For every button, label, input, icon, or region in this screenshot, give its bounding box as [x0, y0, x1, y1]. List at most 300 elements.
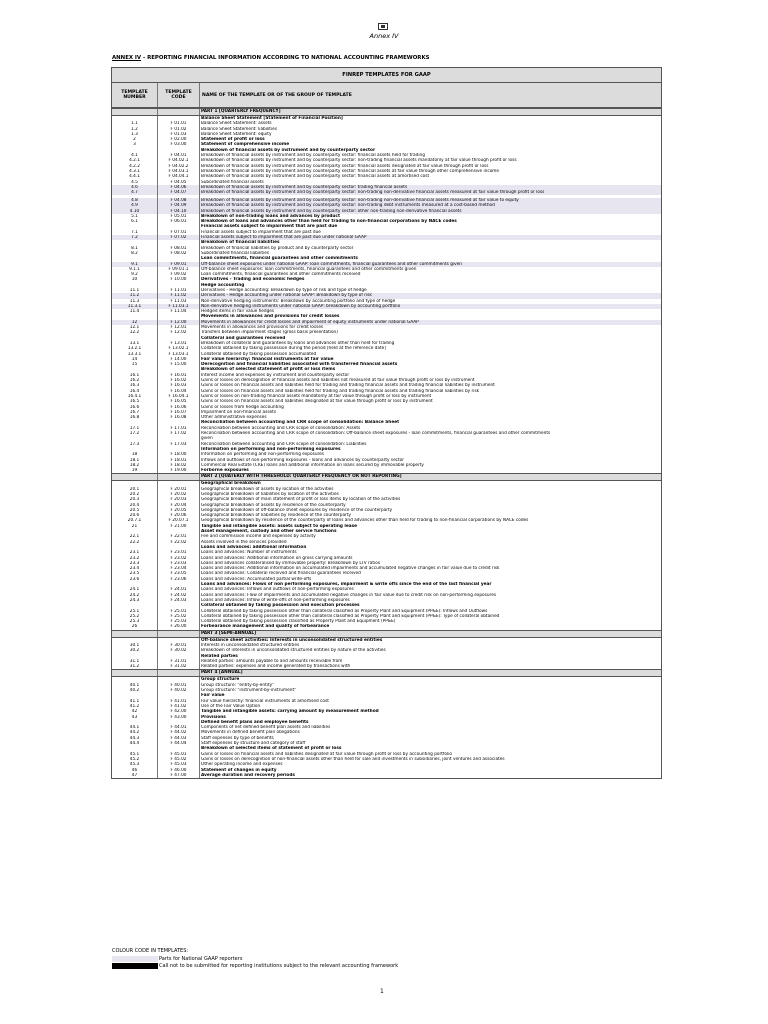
template-name: Geographical breakdown of off-balance sheet exposures by residence of the counterparty — [201, 507, 393, 513]
template-name: Tangible and intangible assets: assets subject to operating lease — [201, 523, 358, 529]
template-code: F 05.01 — [158, 214, 200, 219]
template-number: 9.1.1 — [112, 267, 158, 272]
template-number: 44.3 — [112, 736, 158, 741]
template-name: Inflows and outflows of non-performing exposures - loans and advances by counterparty sector — [201, 457, 405, 463]
template-code: F 31.02 — [158, 664, 200, 669]
template-name: Geographical breakdown of assets by residence of the counterparty — [201, 502, 346, 508]
template-name: Fair value hierarchy: financial instruments at amortised cost — [201, 698, 329, 704]
template-name: Staff expenses by type of benefits — [201, 735, 274, 741]
template-number: 40.1 — [112, 683, 158, 688]
template-code: F 15.00 — [158, 362, 200, 367]
template-name: Breakdown of financial assets by instrument and by counterparty sector: non-trading debt instruments measured at a cost-based method — [201, 203, 495, 209]
template-code: F 20.07.1 — [158, 518, 200, 523]
template-name: Statement of profit or loss — [201, 137, 265, 143]
template-name: Group structure: "entity-by-entity" — [201, 682, 275, 688]
template-name: Breakdown of financial liabilities by product and by counterparty sector — [201, 245, 354, 251]
annex-label: Annex IV — [369, 32, 399, 40]
template-code — [158, 631, 200, 637]
template-code: F 23.02 — [158, 556, 200, 561]
template-code: F 14.00 — [158, 357, 200, 362]
template-code: F 04.01 — [158, 153, 200, 158]
part-header-row — [112, 108, 661, 116]
template-code: F 16.07 — [158, 410, 200, 415]
template-name: Movements in allowances and provisions for credit losses — [201, 314, 340, 320]
template-name: Movements in allowances for credit losses and impairment of equity instruments under national GAAP — [201, 319, 419, 325]
template-code: F 44.04 — [158, 741, 200, 746]
table-row — [112, 468, 661, 473]
page-number: 1 — [380, 988, 384, 995]
template-name: Group structure — [201, 677, 240, 683]
template-code: F 43.00 — [158, 715, 200, 720]
template-name: Breakdown of financial assets by instrument and by counterparty sector: trading financial assets — [201, 184, 408, 190]
template-number: 41.2 — [112, 704, 158, 709]
template-code: F 01.03 — [158, 132, 200, 137]
template-name: Non-derivative hedging instruments under national GAAP: breakdown by accounting portfolio — [201, 303, 401, 309]
template-number — [112, 631, 158, 637]
template-number: 10 — [112, 277, 158, 282]
template-name: Derecognition and financial liabilities associated with transferred financial assets — [201, 362, 398, 368]
template-name: Off-balance sheet exposures: loan commitments, financial guarantees and other commitments given — [201, 266, 417, 272]
template-name: Off-balance sheet exposures under national GAAP: loan commitments, financial guarantees and other commitments given — [201, 261, 462, 267]
template-name: Loans and advances: Flows of non performing exposures, impairment & write offs since the end of the last financial year — [201, 582, 492, 588]
template-code: F 26.00 — [158, 624, 200, 629]
template-code: F 20.05 — [158, 508, 200, 513]
template-code: F 04.04.1 — [158, 174, 200, 179]
template-number: 4.5 — [112, 180, 158, 185]
template-code: F 24.03 — [158, 598, 200, 603]
part-header-row — [112, 473, 661, 481]
template-code: F 12.01 — [158, 325, 200, 330]
template-code: F 18.02 — [158, 463, 200, 468]
template-code: F 16.03 — [158, 383, 200, 388]
template-name: Related parties: amounts payable to and amounts receivable from — [201, 658, 343, 664]
template-number: 4.1 — [112, 153, 158, 158]
template-name: Forbearance management and quality of forbearance — [201, 624, 330, 630]
template-number: 17.3 — [112, 442, 158, 447]
template-number: 9.2 — [112, 272, 158, 277]
template-code: F 16.05 — [158, 399, 200, 404]
template-name: Gains or losses on derecognition of non-financial assets other than held for sale and investments in subsidiaries, joint ventures and associates — [201, 756, 505, 762]
template-code: F 40.01 — [158, 683, 200, 688]
template-number: 17.1 — [112, 426, 158, 431]
template-number: 25.1 — [112, 609, 158, 614]
template-name: Loan commitments, financial guarantees and other commitments received — [201, 272, 361, 278]
legend-light — [112, 956, 242, 962]
template-number: 40.2 — [112, 688, 158, 693]
template-code: F 20.04 — [158, 503, 200, 508]
template-code: F 07.02 — [158, 235, 200, 240]
template-name: Financial assets subject to impairment that are past due — [201, 229, 321, 235]
template-code: F 13.03.1 — [158, 352, 200, 357]
template-name: Forborne exposures — [201, 468, 249, 474]
template-name: Loans and advances: additional information — [201, 544, 307, 550]
template-code: F 09.02 — [158, 272, 200, 277]
template-number: 7.2 — [112, 235, 158, 240]
template-number: 23.4 — [112, 566, 158, 571]
template-number: 16.2 — [112, 378, 158, 383]
template-code: F 13.01 — [158, 341, 200, 346]
template-number: 20.3 — [112, 497, 158, 502]
template-name: Breakdown of selected statement of profit or loss items — [201, 367, 336, 373]
table-row — [112, 773, 661, 778]
template-number — [112, 109, 158, 115]
template-number: 20.5 — [112, 508, 158, 513]
template-number: 4.8 — [112, 198, 158, 203]
template-number: 20.6 — [112, 513, 158, 518]
template-code: F 41.01 — [158, 699, 200, 704]
template-code: F 30.01 — [158, 643, 200, 648]
template-code: F 04.02.2 — [158, 164, 200, 169]
template-name: Breakdown of selected items of statement of profit or loss — [201, 746, 342, 752]
template-name: Other operating income and expenses — [201, 762, 283, 768]
template-number: 21 — [112, 524, 158, 529]
template-name: Provisions — [201, 714, 226, 720]
template-number: 9.1 — [112, 262, 158, 267]
template-name: Information on performing and non-performing exposures — [201, 452, 324, 458]
template-code: F 17.01 — [158, 426, 200, 431]
template-name: Subordinated financial liabilities — [201, 250, 270, 256]
template-name: Reconciliation between accounting and CRR scope of consolidation: Assets — [201, 425, 361, 431]
template-number: 8.2 — [112, 251, 158, 256]
template-name: Statement of comprehensive income — [201, 142, 290, 148]
template-code — [158, 109, 200, 115]
template-code: F 06.01 — [158, 219, 200, 224]
template-number — [112, 670, 158, 676]
template-code: F 46.00 — [158, 768, 200, 773]
template-code: F 30.02 — [158, 648, 200, 653]
template-name: Breakdown of loans and advances other than held for trading to non-financial corporations by NACE codes — [201, 219, 457, 225]
template-name: Hedged items in fair value hedges — [201, 309, 275, 315]
template-number: 45.3 — [112, 762, 158, 767]
template-number: 22.1 — [112, 534, 158, 539]
template-code: F 16.06 — [158, 405, 200, 410]
template-name: Breakdown of financial assets by instrument and by counterparty sector: non-trading financial assets mandatorily at fair value through profit or loss — [201, 158, 517, 164]
template-code: F 10.00 — [158, 277, 200, 282]
template-number: 42 — [112, 709, 158, 714]
template-number: 16.1 — [112, 373, 158, 378]
template-code: F 20.03 — [158, 497, 200, 502]
template-name: Gains or losses on financial assets and liabilities held for trading and trading financial assets and trading financial liabilities by risk — [201, 388, 480, 394]
template-name: Commercial Real Estate (CRE) loans and additional information on loans secured by immovable property — [201, 462, 424, 468]
legend-dark — [112, 963, 398, 969]
template-name: PART 1 [QUARTERLY FREQUENCY] — [201, 109, 281, 114]
template-number: 18.1 — [112, 458, 158, 463]
template-code: F 04.05 — [158, 180, 200, 185]
template-number: 20.2 — [112, 492, 158, 497]
template-name: Financial assets subject to impairment that are past due — [201, 224, 338, 230]
template-name: Breakdown of collateral and guarantees by loans and advances other than held for trading — [201, 340, 395, 346]
template-name: Collateral obtained by taking possession other than collateral classified as Property Plant and Equipment (PP&E): Type of collateral obtained — [201, 613, 500, 619]
template-code: F 09.01.1 — [158, 267, 200, 272]
template-number: 16.4 — [112, 389, 158, 394]
template-number: 11.3.1 — [112, 304, 158, 309]
template-name: Defined benefit plans and employee benefits — [201, 719, 309, 725]
template-number: 44.2 — [112, 730, 158, 735]
template-name: Balance Sheet Statement [Statement of Financial Position] — [201, 116, 343, 121]
template-number: 47 — [112, 773, 158, 778]
template-code: F 08.02 — [158, 251, 200, 256]
template-code: F 31.01 — [158, 659, 200, 664]
template-code: F 12.00 — [158, 320, 200, 325]
col-template-code: TEMPLATE CODE — [158, 83, 200, 107]
template-number: 5.1 — [112, 214, 158, 219]
col-template-number: TEMPLATE NUMBER — [112, 83, 158, 107]
template-number — [112, 474, 158, 480]
template-code: F 20.06 — [158, 513, 200, 518]
template-name: Breakdown of financial liabilities — [201, 240, 280, 246]
template-name: Hedge accounting — [201, 282, 245, 288]
template-code — [158, 670, 200, 676]
template-code: F 45.01 — [158, 752, 200, 757]
part-header-row — [112, 669, 661, 677]
col-template-name: NAME OF THE TEMPLATE OR OF THE GROUP OF TEMPLATE — [202, 92, 352, 98]
template-number: 4.6 — [112, 185, 158, 190]
template-name: Statement of changes in equity — [201, 767, 277, 773]
template-number: 11.4 — [112, 309, 158, 314]
template-code: F 47.00 — [158, 773, 200, 778]
template-number: 4.3.1 — [112, 169, 158, 174]
template-name: Collateral and guarantees received — [201, 335, 286, 341]
column-header-row — [112, 83, 661, 108]
template-name: Gains or losses on derecognition of financial assets and liabilities not measured at fair value through profit or loss by instrument — [201, 378, 475, 384]
template-number: 23.1 — [112, 550, 158, 555]
template-name: Loans and advances: Additional information on accumulated impairments and accumulated negative changes in fair value due to credit risk — [201, 566, 500, 572]
template-number: 25.2 — [112, 614, 158, 619]
template-code: F 11.02 — [158, 293, 200, 298]
template-code: F 03.00 — [158, 142, 200, 147]
template-name: Breakdown of financial assets by instrument and by counterparty sector: financial assets at amortised cost — [201, 174, 430, 180]
template-name: Loans and advances: Accumulated partial write-offs — [201, 576, 312, 582]
template-code: F 04.02.1 — [158, 158, 200, 163]
template-name: Reconciliation between accounting and CRR scope of consolidation: Liabilities — [201, 441, 367, 447]
template-name: Movements in allowances and provisions for credit losses — [201, 325, 324, 331]
template-name: Loans and advances: Collateral received and financial guarantees received — [201, 571, 361, 577]
template-number: 20.4 — [112, 503, 158, 508]
template-number: 41.1 — [112, 699, 158, 704]
template-number: 23.6 — [112, 577, 158, 582]
template-number: 17.2 — [112, 431, 158, 436]
template-number: 4.4.1 — [112, 174, 158, 179]
template-code: F 11.01 — [158, 288, 200, 293]
template-number: 25.3 — [112, 619, 158, 624]
part-header-row — [112, 630, 661, 638]
table-heading: FINREP TEMPLATES FOR GAAP — [112, 68, 661, 83]
template-name: Off-balance sheet activities: Interests in unconsolidated structured entities — [201, 637, 383, 643]
template-code: F 12.02 — [158, 330, 200, 335]
template-name: Components of net defined benefit plan assets and liabilities — [201, 725, 331, 731]
template-code: F 04.10 — [158, 209, 200, 214]
template-name: Breakdown of non-trading loans and advances by product — [201, 213, 340, 219]
template-name: Non-derivative hedging instruments: Breakdown by accounting portfolio and type of hedge — [201, 298, 396, 304]
template-name: Breakdown of financial assets by instrument and by counterparty sector: financial assets at fair value through other comprehensive income — [201, 168, 500, 174]
template-number: 16.4.1 — [112, 394, 158, 399]
template-number: 16.3 — [112, 383, 158, 388]
template-number: 31.2 — [112, 664, 158, 669]
template-number: 23.5 — [112, 571, 158, 576]
template-name: Fair value hierarchy: financial instruments at fair value — [201, 356, 334, 362]
template-code: F 11.04 — [158, 309, 200, 314]
title-annex: ANNEX IV — [112, 55, 142, 61]
template-code: F 04.09 — [158, 203, 200, 208]
title-rest: - REPORTING FINANCIAL INFORMATION ACCORDING TO NATIONAL ACCOUNTING FRAMEWORKS — [141, 55, 430, 61]
template-code: F 16.04 — [158, 389, 200, 394]
template-number: 13.3.1 — [112, 352, 158, 357]
template-name: Geographical breakdown — [201, 481, 261, 487]
template-name: Geographical breakdown of liabilities by residence of the counterparty — [201, 513, 352, 519]
template-name: Loans and advances collateralised by immovable property: Breakdown by LTV ratios — [201, 560, 381, 566]
template-number: 8.1 — [112, 246, 158, 251]
template-name: Collateral obtained by taking possession classified as Property Plant and Equipment (PP&E) — [201, 619, 396, 625]
template-name: Related parties — [201, 653, 238, 659]
template-code: F 24.02 — [158, 593, 200, 598]
template-number: 13.1 — [112, 341, 158, 346]
template-number: 18.2 — [112, 463, 158, 468]
template-number: 2 — [112, 137, 158, 142]
template-code: F 23.06 — [158, 577, 200, 582]
template-code: F 01.02 — [158, 127, 200, 132]
template-name: Gains or losses on financial assets and liabilities designated at fair value through profit or loss by instrument — [201, 399, 433, 405]
template-number: 11.2 — [112, 293, 158, 298]
template-name: Breakdown of financial assets by instrument and by counterparty sector: financial assets held for trading — [201, 153, 425, 159]
template-name: Transfers between impairment stages (gross basis presentation) — [201, 330, 338, 336]
template-name: Other administrative expenses — [201, 415, 267, 421]
template-number: 1.2 — [112, 127, 158, 132]
template-number: 7.1 — [112, 230, 158, 235]
legend-light-swatch — [112, 956, 158, 962]
legend-dark-label: Call not to be submitted for reporting institutions subject to the relevant accounting framework — [159, 963, 399, 969]
template-name: Breakdown of interests in unconsolidated structured entities by nature of the activities — [201, 648, 386, 654]
template-code: F 16.01 — [158, 373, 200, 378]
template-code: F 18.00 — [158, 452, 200, 457]
template-name: Derivatives - Hedge accounting under national GAAP: Breakdown by type of risk — [201, 293, 372, 299]
template-code: F 04.07 — [158, 190, 200, 195]
template-name: Impairment on non-financial assets — [201, 409, 277, 415]
template-number: 24.3 — [112, 598, 158, 603]
template-code: F 18.01 — [158, 458, 200, 463]
template-name: Subordinated financial assets — [201, 179, 264, 185]
template-name: Asset management, custody and other service functions — [201, 529, 337, 535]
template-number: 16.7 — [112, 410, 158, 415]
template-name: Fair value — [201, 693, 225, 699]
table-row — [112, 624, 661, 629]
template-name: Breakdown of financial assets by instrument and by counterparty sector: non-trading non-derivative financial assets measured at fair value through profit or loss — [201, 190, 545, 196]
template-name: Collateral obtained by taking possession accumulated — [201, 351, 317, 357]
template-number: 1.1 — [112, 121, 158, 126]
template-number: 11.3 — [112, 299, 158, 304]
template-number: 24.1 — [112, 587, 158, 592]
template-code: F 08.01 — [158, 246, 200, 251]
template-name: Balance Sheet Statement: assets — [201, 121, 272, 127]
template-name: Use of the Fair Value Option — [201, 703, 261, 709]
template-code: F 23.05 — [158, 571, 200, 576]
template-code: F 13.02.1 — [158, 346, 200, 351]
template-number: 30.1 — [112, 643, 158, 648]
template-name: Related parties: expenses and income generated by transactions with — [201, 664, 351, 670]
template-number: 43 — [112, 715, 158, 720]
template-code: F 11.03 — [158, 299, 200, 304]
template-code: F 09.01 — [158, 262, 200, 267]
template-code: F 25.02 — [158, 614, 200, 619]
template-code — [158, 474, 200, 480]
template-name: Balance Sheet Statement: equity — [201, 131, 272, 137]
template-name: Loans and advances: Additional information on gross carrying amounts — [201, 555, 353, 561]
template-code: F 23.04 — [158, 566, 200, 571]
template-name: given — [201, 436, 213, 442]
template-number: 16.8 — [112, 415, 158, 420]
template-name: Assets involved in the services provided — [201, 539, 287, 545]
legend-dark-swatch — [112, 963, 158, 969]
template-name: Breakdown of financial assets by instrument and by counterparty sector: financial assets designated at fair value through profit or loss — [201, 163, 489, 169]
template-code: F 22.01 — [158, 534, 200, 539]
template-code: F 23.03 — [158, 561, 200, 566]
template-name: Derivatives - Hedge accounting: Breakdown by type of risk and type of hedge — [201, 288, 367, 293]
template-name: Average duration and recovery periods — [201, 772, 295, 778]
template-code: F 45.02 — [158, 757, 200, 762]
template-number: 6.1 — [112, 219, 158, 224]
template-code: F 02.00 — [158, 137, 200, 142]
template-name: Tangible and intangible assets: carrying amount by measurement method — [201, 709, 379, 715]
template-code: F 11.03.1 — [158, 304, 200, 309]
template-name: PART 3 [SEMI-ANNUAL] — [201, 630, 257, 636]
template-number: 4.2.1 — [112, 158, 158, 163]
template-number: 12.2 — [112, 330, 158, 335]
eu-flag-icon — [378, 23, 388, 30]
template-name: Geographical breakdown of main statement of profit or loss items by location of the activities — [201, 497, 401, 503]
template-code: F 44.03 — [158, 736, 200, 741]
finrep-templates-table — [111, 67, 662, 779]
template-code: F 23.01 — [158, 550, 200, 555]
template-number: 1.3 — [112, 132, 158, 137]
template-number: 31.1 — [112, 659, 158, 664]
template-number: 16.5 — [112, 399, 158, 404]
template-name: Financial assets subject to impairment that are past due under national GAAP — [201, 235, 367, 241]
template-code: F 16.08 — [158, 415, 200, 420]
template-name: PART 4 [ANNUAL] — [201, 670, 243, 676]
template-code: F 22.02 — [158, 540, 200, 545]
template-code: F 25.01 — [158, 609, 200, 614]
template-name: Loan commitments, financial guarantees and other commitments — [201, 256, 358, 262]
template-name: Interests in unconsolidated structured entities — [201, 643, 300, 648]
template-number: 46 — [112, 768, 158, 773]
template-name: Geographical breakdown of liabilities by location of the activities — [201, 491, 339, 497]
template-number: 13.2.1 — [112, 346, 158, 351]
template-name: Geographical breakdown of assets by location of the activities — [201, 486, 334, 492]
template-number: 16.6 — [112, 405, 158, 410]
template-number: 4.7 — [112, 190, 158, 195]
template-number: 4.10 — [112, 209, 158, 214]
template-code: F 20.01 — [158, 487, 200, 492]
template-code: F 17.02 — [158, 431, 200, 436]
template-code: F 25.03 — [158, 619, 200, 624]
template-number: 4.2.2 — [112, 164, 158, 169]
template-name: Group structure: "instrument-by-instrument" — [201, 688, 297, 694]
template-code: F 41.02 — [158, 704, 200, 709]
template-name: Gains or losses from hedge accounting — [201, 404, 284, 410]
template-name: Reconciliation between accounting and CRR scope of consolidation: Balance Sheet — [201, 420, 400, 426]
template-code: F 04.03.1 — [158, 169, 200, 174]
template-number: 45.1 — [112, 752, 158, 757]
template-number: 45.2 — [112, 757, 158, 762]
template-number: 19 — [112, 468, 158, 473]
template-name: Gains or losses on financial assets and liabilities designated at fair value through profit or loss by accounting portfolio — [201, 751, 452, 757]
template-number: 30.2 — [112, 648, 158, 653]
template-code: F 21.00 — [158, 524, 200, 529]
template-number: 26 — [112, 624, 158, 629]
template-code: F 24.01 — [158, 587, 200, 592]
template-name: Gains or losses on non-trading financial assets mandatorily at fair value through profit or loss by instrument — [201, 393, 432, 399]
template-name: PART 2 [QUATERLY WITH THRESHOLD: QUARTERLY FREQUENCY OR NOT REPORTING] — [201, 474, 402, 480]
template-code: F 40.02 — [158, 688, 200, 693]
